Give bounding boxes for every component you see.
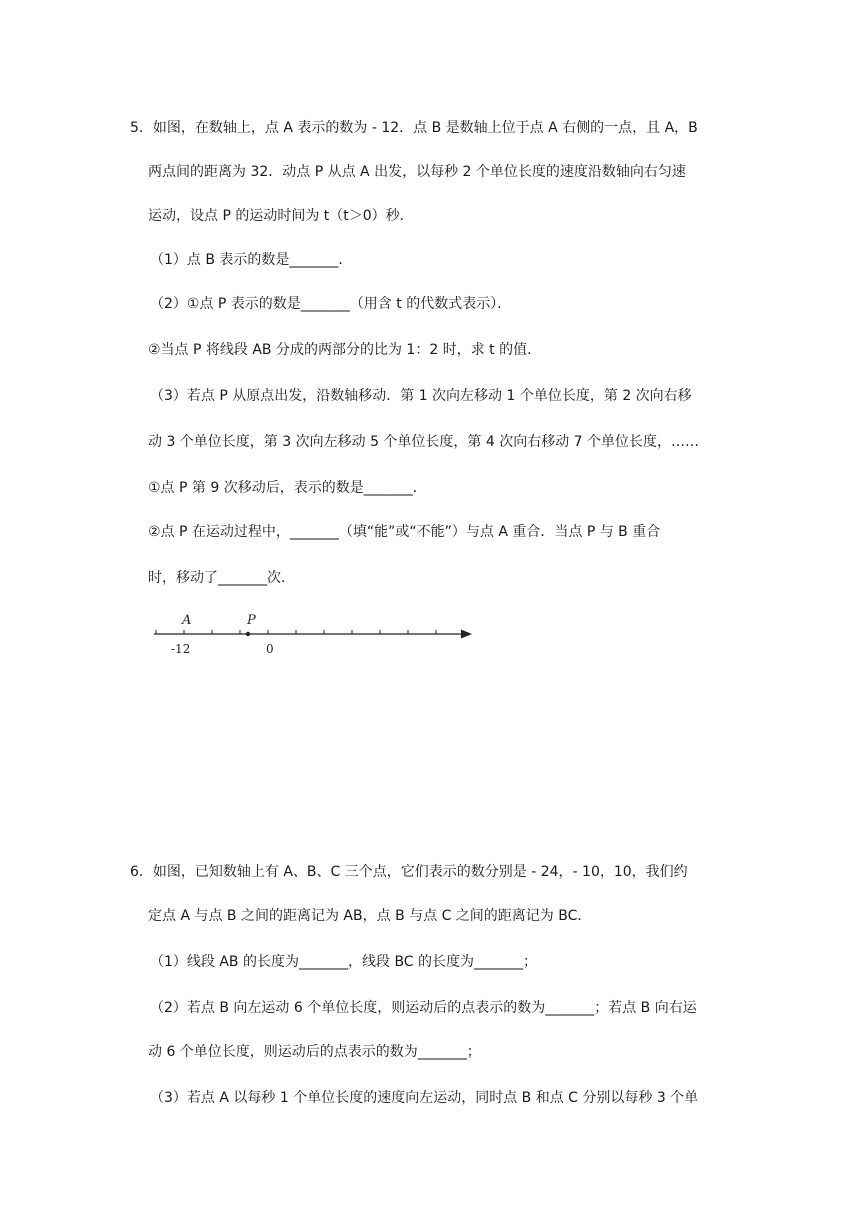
p5-line2: 两点间的距离为 32．动点 P 从点 A 出发，以每秒 2 个单位长度的速度沿数轴向右匀速 [148, 164, 686, 180]
p5-line10: ②点 P 在运动过程中，_______（填“能”或“不能”）与点 A 重合．当点 P 与 B 重合 [148, 524, 661, 540]
p5-line11: 时，移动了_______次． [148, 570, 295, 586]
p6-line1: 6．如图，已知数轴上有 A、B、C 三个点，它们表示的数分别是 - 24，- 10，10，我们约 [130, 864, 688, 880]
label-a: A [182, 613, 192, 628]
number-line-figure [148, 608, 478, 660]
p5-line4: （1）点 B 表示的数是_______． [150, 252, 353, 268]
p6-line2: 定点 A 与点 B 之间的距离记为 AB，点 B 与点 C 之间的距离记为 BC． [148, 908, 592, 924]
point-p-dot [246, 632, 250, 636]
p5-line6: ②当点 P 将线段 AB 分成的两部分的比为 1：2 时，求 t 的值． [148, 342, 542, 358]
p6-line5: 动 6 个单位长度，则运动后的点表示的数为_______； [148, 1044, 481, 1060]
tick-label-minus12: -12 [171, 642, 191, 656]
p5-line1: 5．如图，在数轴上，点 A 表示的数为 - 12．点 B 是数轴上位于点 A 右侧的一点，且 A，B [130, 120, 698, 136]
p5-line8: 动 3 个单位长度，第 3 次向左移动 5 个单位长度，第 4 次向右移动 7 个单位长度，…… [148, 434, 700, 450]
label-p: P [247, 613, 256, 628]
p5-line3: 运动，设点 P 的运动时间为 t（t＞0）秒． [148, 208, 414, 224]
p6-line4: （2）若点 B 向左运动 6 个单位长度，则运动后的点表示的数为_______；若点 B 向右运 [150, 1000, 697, 1016]
tick-label-0: 0 [266, 642, 274, 656]
p5-line5: （2）①点 P 表示的数是_______（用含 t 的代数式表示）． [150, 296, 512, 312]
p5-line9: ①点 P 第 9 次移动后，表示的数是_______． [148, 480, 427, 496]
p6-line3: （1）线段 AB 的长度为_______，线段 BC 的长度为_______； [150, 954, 538, 970]
p6-line6: （3）若点 A 以每秒 1 个单位长度的速度向左运动，同时点 B 和点 C 分别以每秒 3 个单 [150, 1090, 699, 1106]
p5-line7: （3）若点 P 从原点出发，沿数轴移动．第 1 次向左移动 1 个单位长度，第 2 次向右移 [150, 388, 692, 404]
number-line-arrow [461, 630, 472, 639]
